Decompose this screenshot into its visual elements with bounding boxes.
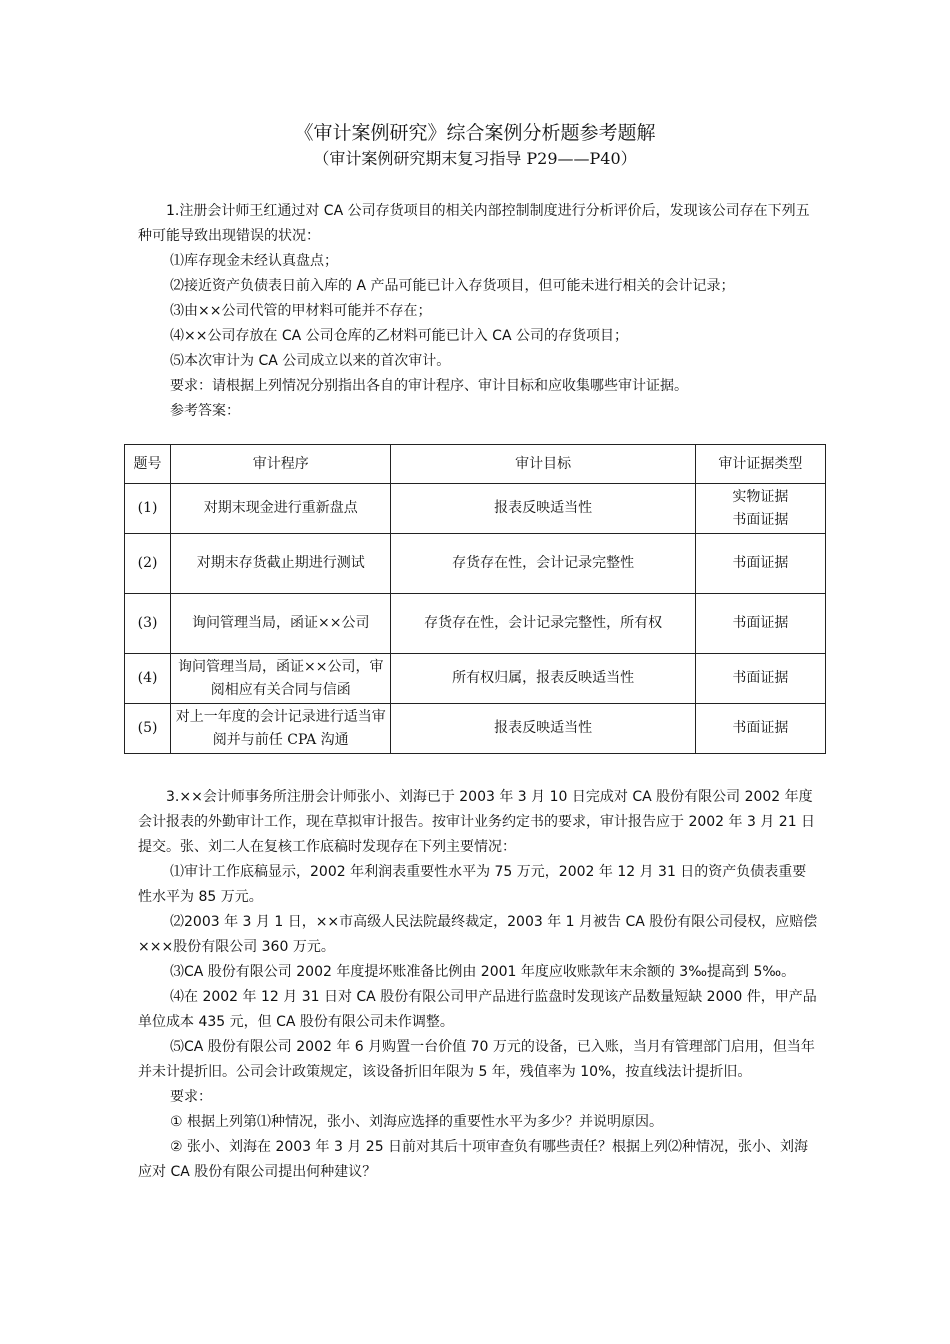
question-3-item-4: ⑷在 2002 年 12 月 31 日对 CA 股份有限公司甲产品进行监盘时发现该产品数量短缺 2000 件，甲产品单位成本 435 元，但 CA 股份有限公司未作调整。 — [138, 989, 817, 1030]
question-1-item-2: ⑵接近资产负债表日前入库的 A 产品可能已计入存货项目，但可能未进行相关的会计记录； — [170, 278, 735, 294]
row-goal: 存货存在性，会计记录完整性，所有权 — [391, 594, 695, 654]
question-1-item-1: ⑴库存现金未经认真盘点； — [170, 253, 338, 269]
answer-table — [124, 444, 826, 754]
table-row — [125, 534, 826, 594]
question-3-item-2: ⑵2003 年 3 月 1 日，××市高级人民法院最终裁定，2003 年 1 月被告 CA 股份有限公司侵权，应赔偿×××股份有限公司 360 万元。 — [138, 914, 818, 955]
question-3-item-1: ⑴审计工作底稿显示，2002 年利润表重要性水平为 75 万元，2002 年 12 月 31 日的资产负债表重要性水平为 85 万元。 — [138, 864, 807, 905]
question-1-item-3: ⑶由××公司代管的甲材料可能并不存在； — [170, 303, 432, 319]
header-number: 题号 — [125, 445, 171, 484]
header-procedure: 审计程序 — [171, 445, 391, 484]
row-procedure: 询问管理当局，函证××公司 — [171, 594, 391, 654]
evidence-item: 实物证据 — [732, 488, 789, 505]
row-procedure: 询问管理当局，函证××公司，审阅相应有关合同与信函 — [171, 654, 391, 704]
row-goal: 存货存在性，会计记录完整性 — [391, 534, 695, 594]
question-1-item-5: ⑸本次审计为 CA 公司成立以来的首次审计。 — [170, 353, 451, 369]
row-evidence: 书面证据 — [695, 654, 825, 704]
row-number: (5) — [125, 704, 171, 754]
row-goal: 报表反映适当性 — [391, 704, 695, 754]
question-3-intro: 3.××会计师事务所注册会计师张小、刘海已于 2003 年 3 月 10 日完成对 CA 股份有限公司 2002 年度会计报表的外勤审计工作，现在草拟审计报告。按审计业务约定书的要求，审计报告应于 2002 年 3 月 21 日提交。张、刘二人在复核工作底稿时发现存在下列主要情况： — [138, 789, 816, 855]
row-number: (4) — [125, 654, 171, 704]
question-3-requirement-label: 要求： — [170, 1089, 212, 1105]
row-number: (3) — [125, 594, 171, 654]
row-goal: 报表反映适当性 — [391, 484, 695, 534]
question-3-question-1: ① 根据上列第⑴种情况，张小、刘海应选择的重要性水平为多少？并说明原因。 — [170, 1114, 663, 1130]
table-row — [125, 594, 826, 654]
document-subtitle: （审计案例研究期末复习指导 P29——P40） — [313, 149, 637, 168]
question-1-intro: 1.注册会计师王红通过对 CA 公司存货项目的相关内部控制制度进行分析评价后，发现该公司存在下列五种可能导致出现错误的状况： — [138, 203, 810, 244]
table-header-row — [125, 445, 826, 484]
header-evidence: 审计证据类型 — [695, 445, 825, 484]
row-number: (1) — [125, 484, 171, 534]
question-3-item-5: ⑸CA 股份有限公司 2002 年 6 月购置一台价值 70 万元的设备，已入账，当月有管理部门启用，但当年并未计提折旧。公司会计政策规定，该设备折旧年限为 5 年，残值率为 10%，按直线法计提折旧。 — [138, 1039, 815, 1080]
table-row — [125, 704, 826, 754]
evidence-item: 书面证据 — [732, 511, 789, 528]
row-evidence: 书面证据 — [695, 704, 825, 754]
document-title: 《审计案例研究》综合案例分析题参考题解 — [294, 122, 656, 144]
row-procedure: 对期末现金进行重新盘点 — [171, 484, 391, 534]
question-3-section — [138, 785, 818, 1185]
row-evidence: 书面证据 — [695, 534, 825, 594]
row-evidence: 书面证据 — [695, 594, 825, 654]
question-1-section — [138, 199, 818, 424]
table-row — [125, 654, 826, 704]
question-3-question-2: ② 张小、刘海在 2003 年 3 月 25 日前对其后十项审查负有哪些责任？根据上列⑵种情况，张小、刘海应对 CA 股份有限公司提出何种建议？ — [138, 1139, 809, 1180]
row-number: (2) — [125, 534, 171, 594]
question-1-item-4: ⑷××公司存放在 CA 公司仓库的乙材料可能已计入 CA 公司的存货项目； — [170, 328, 628, 344]
row-evidence — [695, 484, 825, 534]
question-1-requirement: 要求：请根据上列情况分别指出各自的审计程序、审计目标和应收集哪些审计证据。 — [170, 378, 688, 394]
row-goal: 所有权归属，报表反映适当性 — [391, 654, 695, 704]
header-goal: 审计目标 — [391, 445, 695, 484]
row-procedure: 对上一年度的会计记录进行适当审阅并与前任 CPA 沟通 — [171, 704, 391, 754]
table-row — [125, 484, 826, 534]
row-procedure: 对期末存货截止期进行测试 — [171, 534, 391, 594]
question-3-item-3: ⑶CA 股份有限公司 2002 年度提坏账准备比例由 2001 年度应收账款年末余额的 3‰提高到 5‰。 — [170, 964, 796, 980]
answer-label: 参考答案： — [170, 403, 240, 419]
